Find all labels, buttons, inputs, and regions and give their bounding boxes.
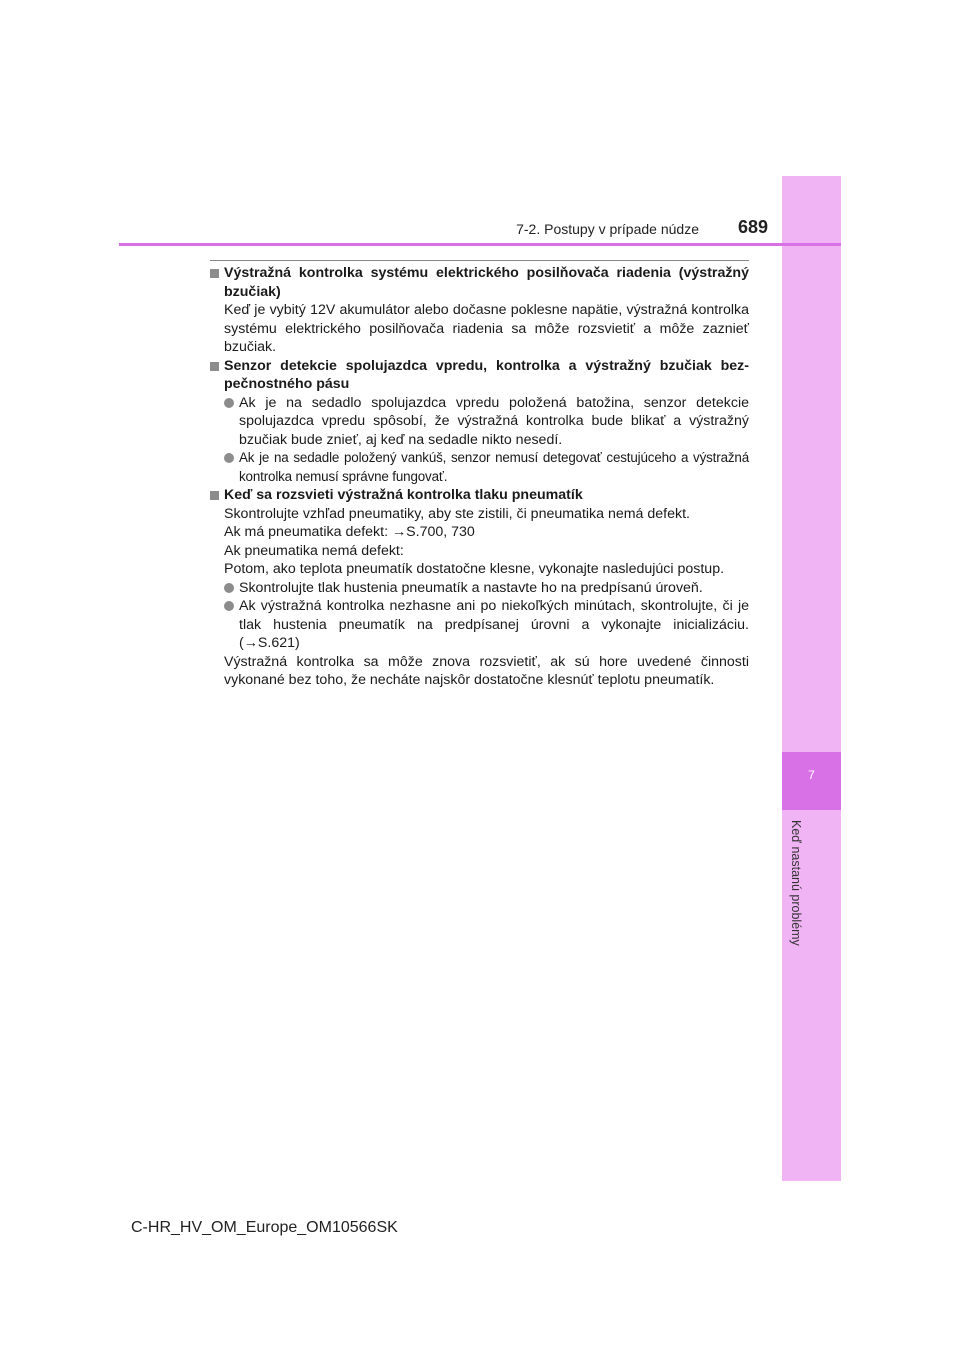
- header-divider: [119, 243, 841, 246]
- square-bullet-icon: [210, 362, 219, 371]
- section-heading-text: Výstražná kontrolka systému elektrického posilňovača riadenia (výstražný bzučiak): [224, 265, 749, 300]
- paragraph: Skontrolujte vzhľad pneumatiky, aby ste zistili, či pneumatika nemá defekt.: [224, 505, 690, 522]
- circle-bullet-icon: [224, 453, 234, 463]
- paragraph: Ak má pneumatika defekt: →S.700, 730: [224, 524, 475, 540]
- page-number: 689: [738, 217, 769, 237]
- header-section-title: 7-2. Postupy v prípade núdze: [516, 221, 699, 237]
- chapter-number: 7: [808, 768, 815, 782]
- bullet-text: Ak výstražná kontrolka nezhasne ani po niekoľkých minútach, skontrolujte, či je tlak hustenia pneumatík na predpísanej úrovni a vykonajte inicializáciu. (→S.621): [239, 598, 749, 651]
- page-content: [210, 264, 749, 690]
- square-bullet-icon: [210, 269, 219, 278]
- content-top-rule: [210, 260, 749, 261]
- chapter-title: Keď nastanú problémy: [789, 820, 803, 946]
- bullet-item: [210, 394, 749, 450]
- section-heading-text: Senzor detekcie spolujazdca vpredu, kontrolka a výstražný bzučiak bezpečnostného pásu: [224, 357, 749, 392]
- bullet-text: Ak je na sedadle položený vankúš, senzor nemusí detegovať cestujúceho a výstražná kontrolka nemusí správne fungovať.: [239, 450, 749, 484]
- bullet-text: Ak je na sedadlo spolujazdca vpredu položená batožina, senzor detekcie spolujazdca vpredu spôsobí, že výstražná kontrolka bude blikať a výstražný bzučiak bude znieť, aj keď na sedadle nikto nesedí.: [239, 394, 749, 448]
- square-bullet-icon: [210, 491, 219, 500]
- paragraph: Potom, ako teplota pneumatík dostatočne klesne, vykonajte nasledujúci postup.: [224, 561, 725, 577]
- section-heading: [210, 264, 749, 301]
- paragraph: Výstražná kontrolka sa môže znova rozsvietiť, ak sú hore uvedené činnosti vykonané bez toho, že necháte najskôr dostatočne klesnúť teplotu pneumatík.: [224, 653, 749, 688]
- paragraph: Keď je vybitý 12V akumulátor alebo dočasne poklesne napätie, výstražná kontrolka systému elektrického posilňovača riadenia sa môže rozsvietiť a môže zaznieť bzučiak.: [224, 302, 749, 355]
- circle-bullet-icon: [224, 601, 234, 611]
- bullet-item: [210, 449, 749, 486]
- bullet-text: Skontrolujte tlak hustenia pneumatík a nastavte ho na predpísanú úroveň.: [239, 579, 703, 596]
- circle-bullet-icon: [224, 398, 234, 408]
- section-heading: [210, 357, 749, 394]
- circle-bullet-icon: [224, 583, 234, 593]
- document-code: C-HR_HV_OM_Europe_OM10566SK: [131, 1219, 398, 1236]
- bullet-item: [210, 579, 749, 598]
- chapter-side-tab: [782, 176, 841, 1181]
- paragraph: Ak pneumatika nemá defekt:: [224, 542, 404, 559]
- section-heading: [210, 486, 749, 505]
- section-heading-text: Keď sa rozsvieti výstražná kontrolka tlaku pneumatík: [224, 487, 583, 503]
- bullet-item: [210, 597, 749, 653]
